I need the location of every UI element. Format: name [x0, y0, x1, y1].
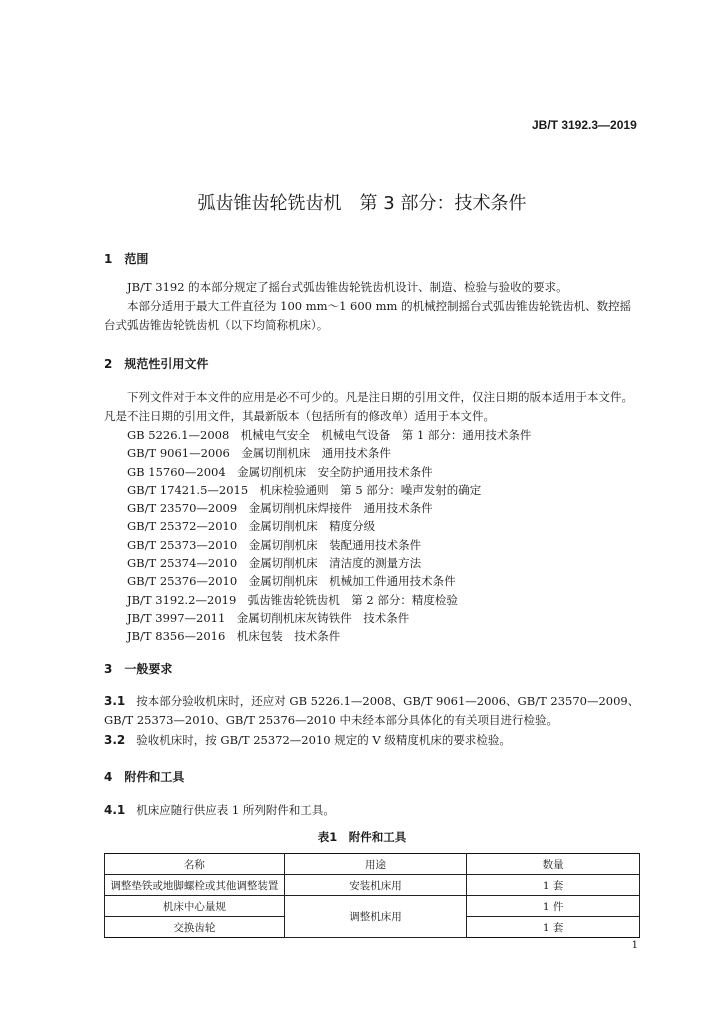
reference-item: GB/T 25373—2010 金属切削机床 装配通用技术条件 [127, 537, 422, 552]
column-header-purpose: 用途 [284, 854, 467, 875]
clause-3-1 [104, 692, 640, 730]
cell-purpose: 调整机床用 [284, 896, 467, 938]
reference-item: GB/T 23570—2009 金属切削机床焊接件 通用技术条件 [127, 501, 433, 516]
page-number: 1 [631, 940, 638, 951]
section-2-heading: 2 规范性引用文件 [104, 357, 209, 371]
reference-item: GB/T 25372—2010 金属切削机床 精度分级 [127, 519, 376, 534]
table-row [105, 875, 640, 896]
clause-text: 按本部分验收机床时，还应对 GB 5226.1—2008、GB/T 9061—2006、GB/T 23570—2009、GB/T 25373—2010、GB/T 25376—2010 中未经本部分具体化的有关项目进行检验。 [104, 694, 640, 727]
section-2-intro: 下列文件对于本文件的应用是必不可少的。凡是注日期的引用文件，仅注日期的版本适用于本文件。凡是不注日期的引用文件，其最新版本（包括所有的修改单）适用于本文件。 [104, 390, 633, 423]
table-row [105, 896, 640, 917]
clause-text: 验收机床时，按 GB/T 25372—2010 规定的 V 级精度机床的要求检验。 [136, 733, 511, 747]
table-header-row [105, 854, 640, 875]
cell-quantity: 1 套 [467, 875, 640, 896]
reference-item: GB/T 17421.5—2015 机床检验通则 第 5 部分：噪声发射的确定 [127, 482, 482, 497]
reference-item: GB/T 25374—2010 金属切削机床 清洁度的测量方法 [127, 556, 422, 571]
section-4-heading: 4 附件和工具 [104, 770, 185, 784]
section-1-para-2: 本部分适用于最大工件直径为 100 mm～1 600 mm 的机械控制摇台式弧齿锥齿轮铣齿机、数控摇台式弧齿锥齿轮铣齿机（以下均简称机床）。 [104, 299, 632, 332]
table-caption: 表1 附件和工具 [317, 830, 407, 844]
cell-quantity: 1 套 [467, 917, 640, 938]
reference-item: GB 5226.1—2008 机械电气安全 机械电气设备 第 1 部分：通用技术条件 [127, 428, 532, 442]
reference-item: JB/T 8356—2016 机床包装 技术条件 [127, 629, 341, 644]
reference-item: JB/T 3997—2011 金属切削机床灰铸铁件 技术条件 [127, 610, 410, 625]
section-1-body [104, 278, 640, 335]
clause-3-2 [104, 731, 640, 750]
document-title: 弧齿锥齿轮铣齿机 第 3 部分：技术条件 [197, 193, 527, 214]
section-1-heading: 1 范围 [104, 252, 149, 266]
cell-name: 交换齿轮 [105, 917, 285, 938]
clause-number: 3.1 [104, 694, 126, 708]
clause-number: 3.2 [104, 733, 126, 747]
accessories-table [104, 853, 640, 938]
reference-item: JB/T 3192.2—2019 弧齿锥齿轮铣齿机 第 2 部分：精度检验 [127, 592, 458, 607]
column-header-name: 名称 [105, 854, 285, 875]
reference-item: GB/T 25376—2010 金属切削机床 机械加工件通用技术条件 [127, 574, 456, 589]
cell-quantity: 1 件 [467, 896, 640, 917]
standard-code: JB/T 3192.3—2019 [532, 118, 637, 132]
reference-item: GB/T 9061—2006 金属切削机床 通用技术条件 [127, 446, 391, 461]
column-header-quantity: 数量 [467, 854, 640, 875]
reference-item: GB 15760—2004 金属切削机床 安全防护通用技术条件 [127, 464, 433, 479]
section-3-heading: 3 一般要求 [104, 662, 173, 676]
reference-list [127, 426, 531, 646]
cell-name: 调整垫铁或地脚螺栓或其他调整装置 [105, 875, 285, 896]
clause-number: 4.1 [104, 803, 126, 817]
clause-text: 机床应随行供应表 1 所列附件和工具。 [136, 803, 335, 817]
cell-purpose: 安装机床用 [284, 875, 467, 896]
clause-4-1 [104, 801, 640, 820]
cell-name: 机床中心量规 [105, 896, 285, 917]
section-1-para-1: JB/T 3192 的本部分规定了摇台式弧齿锥齿轮铣齿机设计、制造、检验与验收的要求。 [127, 280, 568, 294]
